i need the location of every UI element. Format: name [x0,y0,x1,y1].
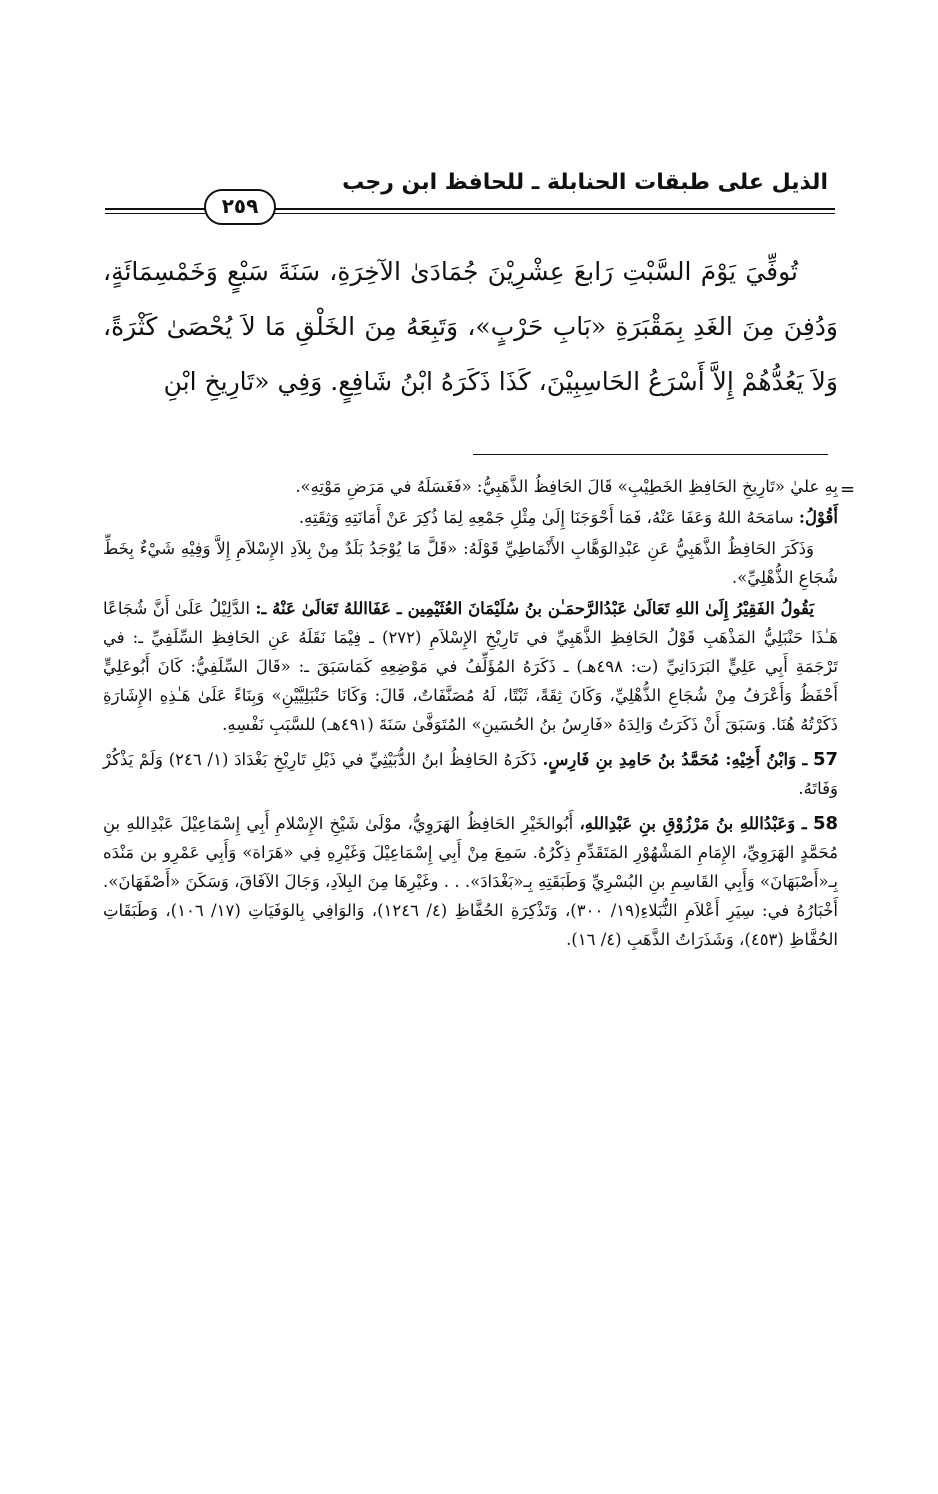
running-title: الذيل على طبقات الحنابلة ـ للحافظ ابن رجب [342,170,828,195]
footnote-line: بِهِ عليٰ «تَارِيخِ الحَافِظِ الخَطِيْبِ» قَالَ الحَافِظُ الذَّهَبِيُّ: «فَغَسَلَهُ في مَرَضِ مَوْتِهِ». [295,477,838,496]
footnote-continuation-mark: = [840,479,856,500]
footnote-entry-58 [103,809,838,954]
entry-text: ذَكَرَهُ الحَافِظُ ابنُ الدُّبَيْثِيِّ في ذَيْلِ تَارِيْخِ بَغْدَادَ (١/ ٢٤٦) وَلَمْ يَذْكُرْ وَفَاتَهُ. [103,750,838,798]
main-paragraph: تُوفِّيَ يَوْمَ السَّبْتِ رَابعَ عِشْرِيْنَ جُمَادَىٰ الآخِرَةِ، سَنَةَ سَبْعٍ وَخَمْسِمَائَةٍ، وَدُفِنَ مِنَ الغَدِ بِمَقْبَرَةِ «بَابِ حَرْبٍ»، وَتَبِعَهُ مِنَ الخَلْقِ مَا لاَ يُحْصَىٰ كَثْرَةً، وَلاَ يَعُدُّهُمْ إِلاَّ أَسْرَعُ الحَاسِبِيْنَ، كَذَا ذَكَرَهُ ابْنُ شَافِعٍ. وَفِي «تَارِيخِ ابْنِ [103,257,838,396]
footnote-lead: أَقُوْلُ: [798,508,838,527]
footnote-text: سامَحَهُ اللهُ وَعَفَا عَنْهُ، فَمَا أَحْوَجَنَا إِلَىٰ مِثْلِ جَمْعِهِ لِمَا ذُكِرَ عَنْ أَمَانَتِهِ وَثِقَتِهِ. [298,508,794,527]
entry-lead: ـ وَابْنُ أَخِيْهِ: مُحَمَّدُ بنُ حَامِدِ بنِ فَارِسٍ. [542,750,808,769]
footnote-paragraph [103,503,838,532]
entry-number: 58 [812,813,839,834]
footnote-paragraph [103,594,838,739]
footnote-paragraph: وَذَكَرَ الحَافِظُ الذَّهَبِيُّ عَنِ عَبْدِالوَهَّابِ الأَنْمَاطِيِّ قَوْلَهُ: «قَلَّ مَا يُوْجَدُ بَلَدٌ مِنْ بِلاَدِ الإِسْلاَمِ إِلاَّ وَفِيْهِ شَيْءٌ بِخَطِّ شُجَاعِ الذُّهْلِيِّ». [103,539,838,587]
main-text [103,244,838,409]
entry-text: أَبُوالخَيْرِ الحَافِظُ الهَرَوِيُّ، موْلَىٰ شَيْخِ الإِسْلامِ أَبِي إِسْمَاعِيْلَ عَبْدِاللهِ بنِ مُحَمَّدٍ الهَرَوِيِّ، الإِمَامِ المَشْهُوْرِ المَتَقَدِّمِ ذِكْرُهُ. سَمِعَ مِنْ أَبِي إِسْمَاعِيْلَ وَغَيْرِهِ فِي «هَرَاة» وَأَبِي عَمْرِو بن مَنْدَه بِـ«أَصْبَهَانَ» وَأَبِي القَاسِمِ بنِ البُسْرِيِّ وَطَبَقَتِهِ بِـ«بَغْدَادَ». . . وغَيْرِهَا مِنَ البِلاَدِ، وَجَالَ الآفَاقَ، وَسَكَنَ «أَصْفَهَانَ». أَخْبَارُهُ في: سِيَرِ أَعْلاَمِ النُّبَلاءِ(١٩/ ٣٠٠)، وَتَذْكِرَةِ الحُفَّاظِ (٤/ ١٢٤٦)، وَالوَافِي بِالوَفَيَاتِ (١٧/ ١٠٦)، وَطَبَقَاتِ الحُفَّاظِ (٤٥٣)، وَشَذَرَاتُ الذَّهَبِ (٤/ ١٦). [103,814,839,949]
footnote-lead: يَقُولُ الفَقِيْرُ إِلَىٰ اللهِ تَعَالَىٰ عَبْدُالرَّحمَـٰن بنُ سُلَيْمَانَ العُثَيْمِين ـ عَفَااللهُ تَعَالَىٰ عَنْهُ ـ: [255,599,815,618]
page-number: ٢٥٩ [204,189,276,225]
entry-number: 57 [812,749,838,770]
footnote-separator [473,454,828,455]
entry-lead: ـ وَعَبْدُاللهِ بنُ مَرْزُوْقِ بنِ عَبْدِاللهِ، [579,814,807,833]
footnote-entry-57 [103,745,838,803]
footnote-text: الدَّلِيْلُ عَلَىٰ أَنَّ شُجَاعًا هَـٰذَا حَنْبَلِيُّ المَذْهَبِ قَوْلُ الحَافِظِ الذَّهَبِيِّ في تَارِيْخِ الإِسْلاَمِ (٢٧٢) ـ فِيْمَا نَقَلَهُ عَنِ الحَافِظِ السِّلَفِيِّ ـ: في تَرْجَمَةِ أَبِي عَلِيٍّ البَرَدَانِيِّ (ت: ٤٩٨هـ) ـ ذَكَرَهُ المُؤَلِّفُ في مَوْضِعِهِ كَمَاسَبَقَ ـ: «قَالَ السِّلَفِيُّ: كَانَ أَبُوعَلِيٍّ أَحْفَظُ وَأَعْرَفُ مِنْ شُجَاعِ الذُّهْلِيِّ، وَكَانَ ثِقَةً، ثَبْتًا، لَهُ مُصَنَّفَاتٌ، قَالَ: وَكَانَا حَنْبَلِيَّيْنِ» وَبِنَاءً عَلَىٰ هَـٰذِهِ الإِشَارَةِ ذَكَرْتُهُ هُنَا. وَسَبَقَ أَنْ ذَكَرَتُ وَالِدَهُ «فَارِسُ بنُ الحُسَينِ» المُتَوَفَّىٰ سَنَةَ (٤٩١هـ) للسَّبَبِ نَفْسِهِ. [103,599,838,734]
footnotes [103,472,838,956]
